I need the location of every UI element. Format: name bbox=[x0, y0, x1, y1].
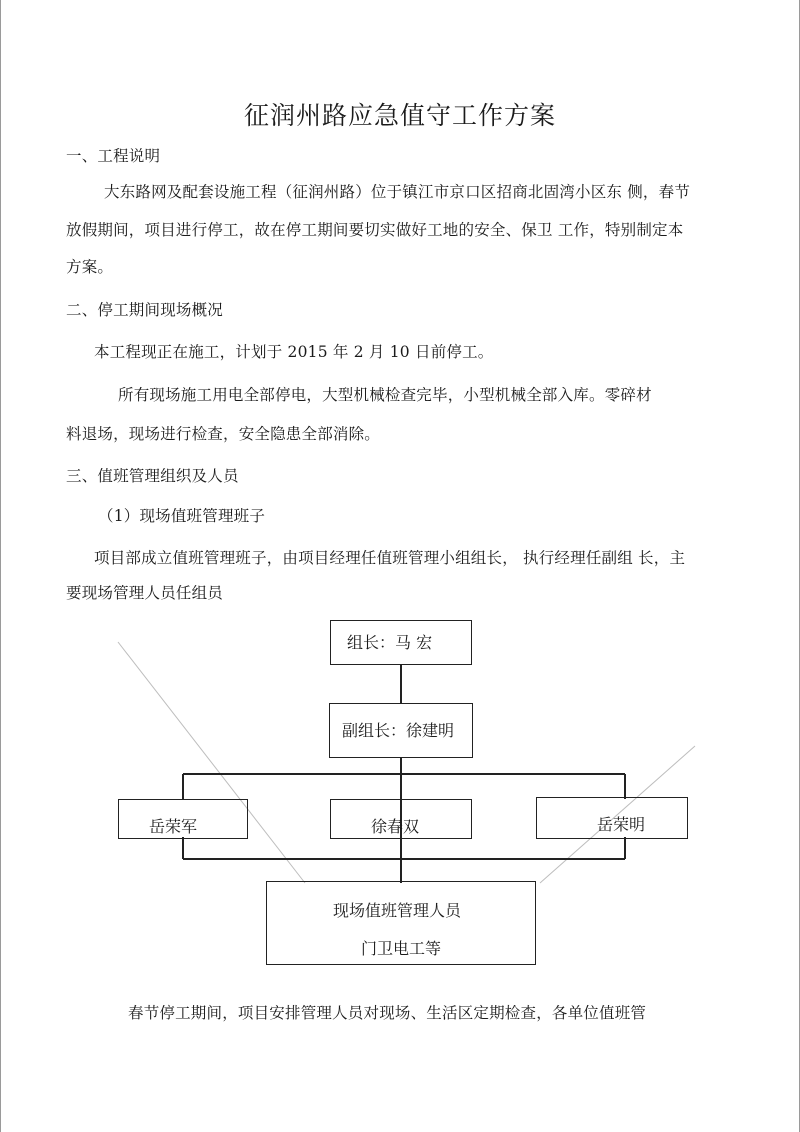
section-2-heading: 二、停工期间现场概况 bbox=[66, 301, 224, 319]
section-2-line-2: 所有现场施工用电全部停电，大型机械检查完毕，小型机械全部入库。零碎材 bbox=[118, 386, 652, 404]
section-1-line-2: 放假期间，项目进行停工，故在停工期间要切实做好工地的安全、保卫 工作，特别制定本 bbox=[66, 221, 684, 239]
document-title: 征润州路应急值守工作方案 bbox=[243, 101, 556, 130]
org-member-1-label: 岳荣军 bbox=[149, 817, 198, 836]
section-2-line-1: 本工程现正在施工，计划于 2015 年 2 月 10 日前停工。 bbox=[94, 343, 494, 361]
org-bottom-line-1: 现场值班管理人员 bbox=[333, 901, 462, 920]
diagonal-line-left bbox=[118, 642, 305, 883]
org-bottom-line-2: 门卫电工等 bbox=[361, 939, 442, 958]
org-box-member-2 bbox=[330, 799, 472, 839]
section-3-heading: 三、值班管理组织及人员 bbox=[66, 467, 239, 485]
section-3-line-1: 项目部成立值班管理班子，由项目经理任值班管理小组组长， 执行经理任副组 长，主 bbox=[94, 549, 686, 567]
section-1-line-3: 方案。 bbox=[66, 258, 114, 276]
org-box-bottom bbox=[266, 881, 536, 965]
section-3-line-2: 要现场管理人员任组员 bbox=[66, 584, 224, 602]
section-1-line-1: 大东路网及配套设施工程（征润州路）位于镇江市京口区招商北固湾小区东 侧，春节 bbox=[104, 183, 691, 201]
section-2-line-3: 料退场，现场进行检查，安全隐患全部消除。 bbox=[66, 425, 381, 443]
org-member-2-label: 徐春双 bbox=[371, 817, 420, 836]
org-deputy-label: 副组长：徐建明 bbox=[342, 721, 455, 740]
org-box-deputy bbox=[329, 703, 473, 758]
org-box-member-3 bbox=[536, 797, 688, 839]
org-box-member-1 bbox=[118, 799, 248, 839]
section-1-heading: 一、工程说明 bbox=[66, 147, 161, 165]
org-box-leader bbox=[330, 620, 472, 665]
org-member-3-label: 岳荣明 bbox=[597, 815, 646, 834]
footer-paragraph-line: 春节停工期间，项目安排管理人员对现场、生活区定期检查，各单位值班管 bbox=[128, 1004, 647, 1022]
org-leader-label: 组长：马 宏 bbox=[347, 633, 433, 652]
section-3-subheading: （1）现场值班管理班子 bbox=[98, 507, 266, 525]
